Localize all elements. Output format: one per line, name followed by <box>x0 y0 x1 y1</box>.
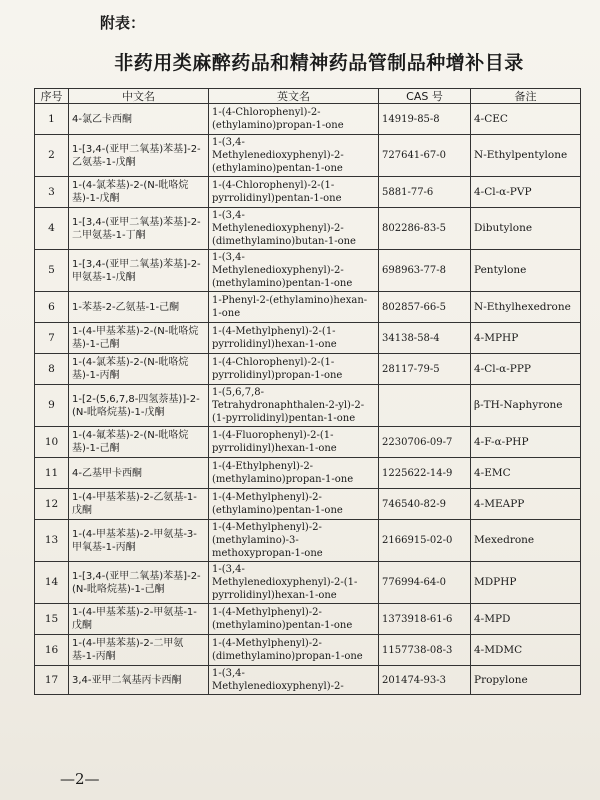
cell-cas-number: 5881-77-6 <box>379 177 471 208</box>
cell-remarks: 4-MEAPP <box>471 489 581 520</box>
table-row <box>35 427 581 458</box>
cell-number: 14 <box>35 562 69 604</box>
cell-remarks: β-TH-Naphyrone <box>471 385 581 427</box>
appendix-label: 附表： <box>100 14 146 32</box>
cell-remarks: Dibutylone <box>471 208 581 250</box>
document-title: 非药用类麻醉药品和精神药品管制品种增补目录 <box>114 52 524 74</box>
cell-cas-number: 2230706-09-7 <box>379 427 471 458</box>
cell-remarks: 4-MPD <box>471 604 581 635</box>
cell-number: 1 <box>35 104 69 135</box>
cell-cas-number: 34138-58-4 <box>379 323 471 354</box>
cell-english-name: 1-(4-Methylphenyl)-2-(1-pyrrolidinyl)hexan-1-one <box>209 323 379 354</box>
cell-chinese-name: 4-乙基甲卡西酮 <box>69 458 209 489</box>
cell-cas-number: 746540-82-9 <box>379 489 471 520</box>
cell-number: 13 <box>35 520 69 562</box>
cell-number: 9 <box>35 385 69 427</box>
cell-english-name: 1-(4-Methylphenyl)-2-(ethylamino)pentan-1-one <box>209 489 379 520</box>
table-row <box>35 208 581 250</box>
cell-chinese-name: 1-[3,4-(亚甲二氧基)苯基]-2-(N-吡咯烷基)-1-己酮 <box>69 562 209 604</box>
cell-chinese-name: 1-[2-(5,6,7,8-四氢萘基)]-2-(N-吡咯烷基)-1-戊酮 <box>69 385 209 427</box>
cell-english-name: 1-(4-Fluorophenyl)-2-(1-pyrrolidinyl)hexan-1-one <box>209 427 379 458</box>
table-body <box>35 104 581 695</box>
cell-chinese-name: 1-(4-甲基苯基)-2-(N-吡咯烷基)-1-己酮 <box>69 323 209 354</box>
cell-number: 17 <box>35 666 69 695</box>
cell-english-name: 1-(4-Methylphenyl)-2-(methylamino)-3-methoxypropan-1-one <box>209 520 379 562</box>
cell-chinese-name: 1-(4-甲基苯基)-2-甲氨基-3-甲氧基-1-丙酮 <box>69 520 209 562</box>
table-row <box>35 292 581 323</box>
cell-remarks: N-Ethylhexedrone <box>471 292 581 323</box>
table-row <box>35 604 581 635</box>
cell-cas-number: 776994-64-0 <box>379 562 471 604</box>
cell-remarks: 4-CEC <box>471 104 581 135</box>
table-row <box>35 489 581 520</box>
cell-number: 15 <box>35 604 69 635</box>
cell-cas-number: 14919-85-8 <box>379 104 471 135</box>
cell-remarks: 4-MDMC <box>471 635 581 666</box>
cell-english-name: 1-(3,4-Methylenedioxyphenyl)-2- <box>209 666 379 695</box>
cell-english-name: 1-(4-Chlorophenyl)-2-(ethylamino)propan-1-one <box>209 104 379 135</box>
table-row <box>35 520 581 562</box>
cell-english-name: 1-(3,4-Methylenedioxyphenyl)-2-(dimethylamino)butan-1-one <box>209 208 379 250</box>
table-row <box>35 562 581 604</box>
table-header-row <box>35 89 581 104</box>
cell-number: 7 <box>35 323 69 354</box>
cell-cas-number: 802857-66-5 <box>379 292 471 323</box>
cell-chinese-name: 3,4-亚甲二氧基丙卡西酮 <box>69 666 209 695</box>
cell-number: 6 <box>35 292 69 323</box>
page-number: —2— <box>60 770 100 788</box>
cell-remarks: Mexedrone <box>471 520 581 562</box>
cell-cas-number: 1157738-08-3 <box>379 635 471 666</box>
cell-english-name: 1-(4-Ethylphenyl)-2-(methylamino)propan-1-one <box>209 458 379 489</box>
cell-number: 16 <box>35 635 69 666</box>
cell-cas-number: 698963-77-8 <box>379 250 471 292</box>
cell-english-name: 1-(4-Chlorophenyl)-2-(1-pyrrolidinyl)pentan-1-one <box>209 177 379 208</box>
cell-english-name: 1-(4-Chlorophenyl)-2-(1-pyrrolidinyl)propan-1-one <box>209 354 379 385</box>
cell-chinese-name: 1-(4-甲基苯基)-2-乙氨基-1-戊酮 <box>69 489 209 520</box>
cell-number: 3 <box>35 177 69 208</box>
table-row <box>35 635 581 666</box>
header-cas-number: CAS 号 <box>379 89 471 104</box>
cell-english-name: 1-(3,4-Methylenedioxyphenyl)-2-(1-pyrrolidinyl)hexan-1-one <box>209 562 379 604</box>
table-row <box>35 323 581 354</box>
cell-cas-number: 201474-93-3 <box>379 666 471 695</box>
cell-number: 12 <box>35 489 69 520</box>
cell-english-name: 1-(3,4-Methylenedioxyphenyl)-2-(ethylamino)pentan-1-one <box>209 135 379 177</box>
cell-remarks: 4-EMC <box>471 458 581 489</box>
table-row <box>35 458 581 489</box>
cell-chinese-name: 1-(4-氯苯基)-2-(N-吡咯烷基)-1-丙酮 <box>69 354 209 385</box>
controlled-substances-table <box>34 88 581 695</box>
table-row <box>35 354 581 385</box>
table-row <box>35 104 581 135</box>
cell-chinese-name: 4-氯乙卡西酮 <box>69 104 209 135</box>
cell-remarks: 4-F-α-PHP <box>471 427 581 458</box>
cell-number: 10 <box>35 427 69 458</box>
cell-remarks: Pentylone <box>471 250 581 292</box>
cell-number: 2 <box>35 135 69 177</box>
cell-number: 4 <box>35 208 69 250</box>
cell-chinese-name: 1-(4-甲基苯基)-2-二甲氨基-1-丙酮 <box>69 635 209 666</box>
table-row <box>35 135 581 177</box>
cell-cas-number: 1225622-14-9 <box>379 458 471 489</box>
cell-english-name: 1-(3,4-Methylenedioxyphenyl)-2-(methylamino)pentan-1-one <box>209 250 379 292</box>
header-english-name: 英文名 <box>209 89 379 104</box>
header-chinese-name: 中文名 <box>69 89 209 104</box>
table-row <box>35 666 581 695</box>
cell-english-name: 1-(4-Methylphenyl)-2-(dimethylamino)propan-1-one <box>209 635 379 666</box>
cell-chinese-name: 1-(4-氟苯基)-2-(N-吡咯烷基)-1-己酮 <box>69 427 209 458</box>
cell-remarks: Propylone <box>471 666 581 695</box>
cell-remarks: MDPHP <box>471 562 581 604</box>
cell-cas-number: 28117-79-5 <box>379 354 471 385</box>
cell-chinese-name: 1-[3,4-(亚甲二氧基)苯基]-2-乙氨基-1-戊酮 <box>69 135 209 177</box>
cell-number: 11 <box>35 458 69 489</box>
cell-chinese-name: 1-[3,4-(亚甲二氧基)苯基]-2-甲氨基-1-戊酮 <box>69 250 209 292</box>
cell-cas-number: 2166915-02-0 <box>379 520 471 562</box>
cell-number: 5 <box>35 250 69 292</box>
cell-number: 8 <box>35 354 69 385</box>
cell-chinese-name: 1-(4-甲基苯基)-2-甲氨基-1-戊酮 <box>69 604 209 635</box>
cell-english-name: 1-(4-Methylphenyl)-2-(methylamino)pentan-1-one <box>209 604 379 635</box>
cell-cas-number <box>379 385 471 427</box>
cell-remarks: 4-Cl-α-PVP <box>471 177 581 208</box>
cell-cas-number: 1373918-61-6 <box>379 604 471 635</box>
header-number: 序号 <box>35 89 69 104</box>
cell-chinese-name: 1-[3,4-(亚甲二氧基)苯基]-2-二甲氨基-1-丁酮 <box>69 208 209 250</box>
cell-cas-number: 802286-83-5 <box>379 208 471 250</box>
cell-cas-number: 727641-67-0 <box>379 135 471 177</box>
cell-remarks: 4-MPHP <box>471 323 581 354</box>
cell-english-name: 1-Phenyl-2-(ethylamino)hexan-1-one <box>209 292 379 323</box>
table-row <box>35 250 581 292</box>
header-remarks: 备注 <box>471 89 581 104</box>
table-row <box>35 177 581 208</box>
cell-chinese-name: 1-苯基-2-乙氨基-1-己酮 <box>69 292 209 323</box>
cell-english-name: 1-(5,6,7,8-Tetrahydronaphthalen-2-yl)-2-(1-pyrrolidinyl)pentan-1-one <box>209 385 379 427</box>
cell-remarks: N-Ethylpentylone <box>471 135 581 177</box>
cell-chinese-name: 1-(4-氯苯基)-2-(N-吡咯烷基)-1-戊酮 <box>69 177 209 208</box>
cell-remarks: 4-Cl-α-PPP <box>471 354 581 385</box>
table-row <box>35 385 581 427</box>
